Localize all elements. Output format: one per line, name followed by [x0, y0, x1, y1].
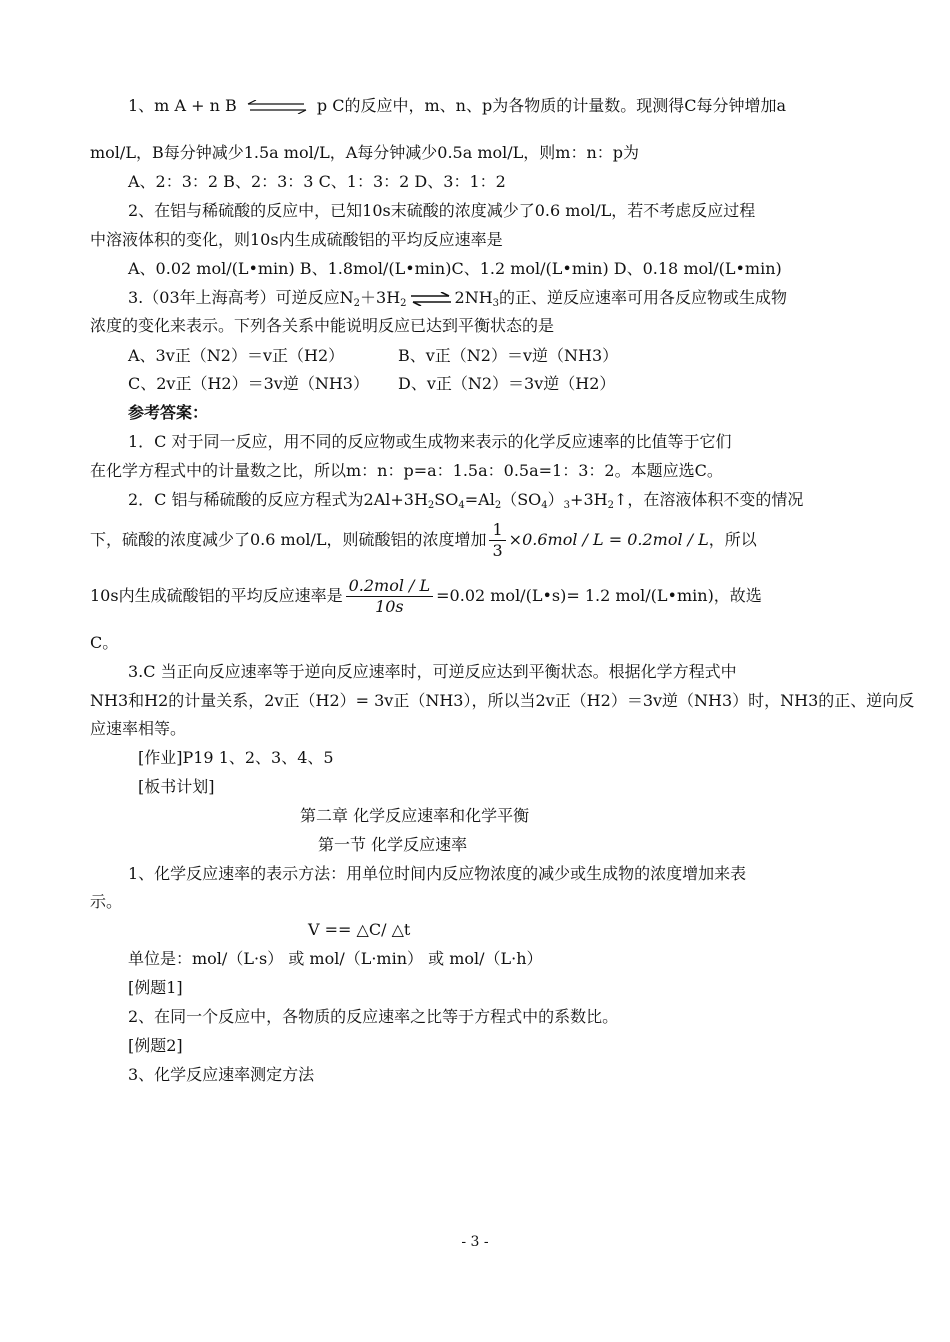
q3-sub: 2	[353, 298, 361, 309]
a3-line1: 3.C 当正向反应速率等于逆向反应速率时，可逆反应达到平衡状态。根据化学方程式中	[128, 662, 737, 681]
q3-optD: D、v正（N2）＝3v逆（H2）	[398, 374, 616, 393]
frac-den: 3	[492, 541, 503, 560]
a2-sub: 4	[541, 500, 548, 511]
a2-mid: SO	[434, 490, 459, 509]
q3-optA: A、3v正（N2）＝v正（H2）	[128, 346, 345, 365]
a2-line1	[128, 490, 803, 510]
q1-options: A、2：3：2 B、2：3：3 C、1：3：2 D、3：1：2	[128, 172, 506, 191]
a2-expr: ×0.6mol / L = 0.2mol / L	[508, 530, 709, 549]
q3-optB: B、v正（N2）＝v逆（NH3）	[398, 346, 619, 365]
q2-options: A、0.02 mol/(L•min) B、1.8mol/(L•min)C、1.2 mol/(L•min) D、0.18 mol/(L•min)	[128, 259, 782, 278]
q2-line1: 2、在铝与稀硫酸的反应中，已知10s末硫酸的浓度减少了0.6 mol/L，若不考虑反应过程	[128, 201, 756, 220]
a2-sub: 2	[427, 500, 435, 511]
q3-post: 的正、逆反应速率可用各反应物或生成物	[499, 288, 788, 307]
q1-pre: 1、m A + n B	[128, 96, 237, 115]
example-1-label: [例题1]	[128, 978, 183, 997]
a2-end: ↑，在溶液体积不变的情况	[613, 490, 804, 509]
q1-post: p C的反应中，m、n、p为各物质的计量数。现测得C每分钟增加a	[316, 96, 786, 115]
a2-line2-post: ，所以	[708, 530, 757, 549]
a2-mid2: =Al	[464, 490, 495, 509]
fraction-rate	[346, 576, 434, 617]
q3-pre: 3.（03年上海高考）可逆反应N	[128, 288, 354, 307]
q2-line2: 中溶液体积的变化，则10s内生成硫酸铝的平均反应速率是	[90, 230, 503, 249]
frac2-den: 10s	[375, 597, 404, 616]
a2-line4: C。	[90, 633, 119, 652]
plan-p2: 2、在同一个反应中，各物质的反应速率之比等于方程式中的系数比。	[128, 1007, 619, 1026]
frac2-num: 0.2mol / L	[346, 576, 434, 597]
page-number: - 3 -	[461, 1234, 489, 1250]
a3-line2: NH3和H2的计量关系，2v正（H2）= 3v正（NH3），所以当2v正（H2）＝3v逆（NH3）时，NH3的正、逆向反	[90, 691, 915, 710]
q3-optC: C、2v正（H2）＝3v逆（NH3）	[128, 374, 369, 393]
homework: [作业]P19 1、2、3、4、5	[138, 748, 334, 767]
a2-post: +3H	[570, 490, 608, 509]
a1-line1: 1．C 对于同一反应，用不同的反应物或生成物来表示的化学反应速率的比值等于它们	[128, 432, 732, 451]
chapter-title: 第二章 化学反应速率和化学平衡	[300, 806, 530, 825]
equilibrium-arrow-icon	[409, 292, 453, 306]
plan-p1-line1: 1、化学反应速率的表示方法：用单位时间内反应物浓度的减少或生成物的浓度增加来表	[128, 864, 747, 883]
section-title: 第一节 化学反应速率	[318, 835, 468, 854]
q1-line2: mol/L，B每分钟减少1.5a mol/L，A每分钟减少0.5a mol/L，则m：n：p为	[90, 143, 639, 162]
plan-p3: 3、化学反应速率测定方法	[128, 1065, 315, 1084]
a2-line2-pre: 下，硫酸的浓度减少了0.6 mol/L，则硫酸铝的浓度增加	[90, 530, 487, 549]
example-2-label: [例题2]	[128, 1036, 183, 1055]
a2-line3-post: =0.02 mol/(L•s)= 1.2 mol/(L•min)，故选	[436, 586, 762, 605]
a1-line2: 在化学方程式中的计量数之比，所以m：n：p=a：1.5a：0.5a=1：3：2。本题应选C。	[90, 461, 723, 480]
a2-sub: 3	[563, 500, 571, 511]
a3-line3: 应速率相等。	[90, 719, 187, 738]
a2-line3	[90, 574, 762, 618]
q3-mid2: 2NH	[454, 288, 493, 307]
q3-line1	[128, 288, 787, 308]
a2-mid4: ）	[547, 490, 564, 509]
a2-line3-pre: 10s内生成硫酸铝的平均反应速率是	[90, 586, 343, 605]
q3-line2: 浓度的变化来表示。下列各关系中能说明反应已达到平衡状态的是	[90, 316, 555, 335]
q3-sub: 3	[492, 298, 500, 309]
answers-heading-text: 参考答案：	[128, 403, 209, 422]
rate-formula: V == △C/ △t	[308, 920, 411, 939]
a2-pre: 2．C 铝与稀硫酸的反应方程式为2Al+3H	[128, 490, 428, 509]
answers-heading	[128, 403, 208, 423]
q3-sub: 2	[400, 298, 407, 309]
plan-p1-line2: 示。	[90, 892, 123, 911]
a2-sub: 4	[458, 500, 465, 511]
frac-num: 1	[489, 520, 505, 541]
units-line: 单位是：mol/（L·s） 或 mol/（L·min） 或 mol/（L·h）	[128, 949, 543, 968]
a2-line2	[90, 520, 757, 561]
fraction-one-third	[489, 520, 505, 561]
q3-mid1: ＋3H	[360, 288, 401, 307]
a2-mid3: （SO	[501, 490, 542, 509]
a2-sub: 2	[607, 500, 614, 511]
a2-sub: 2	[494, 500, 502, 511]
plan-label: [板书计划]	[138, 777, 215, 796]
q1-line1	[128, 96, 786, 116]
equilibrium-arrow-icon	[246, 100, 308, 114]
